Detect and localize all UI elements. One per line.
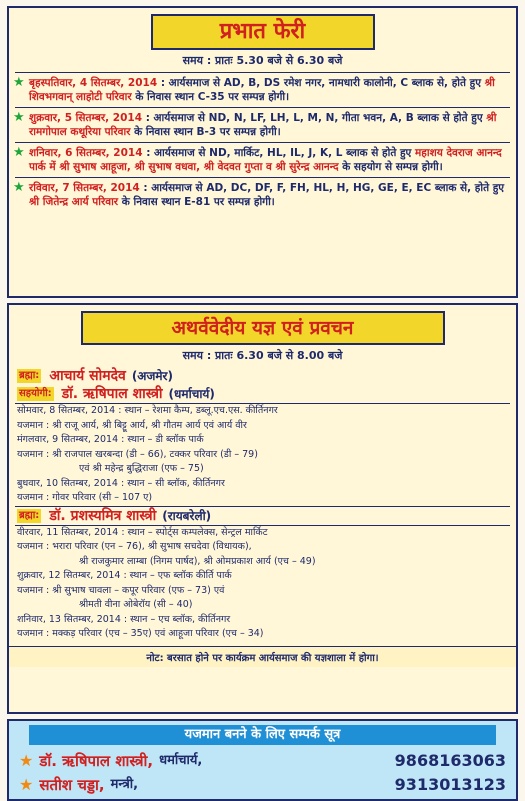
pheri-item-4 bbox=[9, 178, 516, 212]
brahma-place: (अजमेर) bbox=[131, 369, 173, 383]
pheri-item-1 bbox=[9, 73, 516, 107]
schedule-line: यजमान : श्री सुभाष चावला – कपूर परिवार (एफ – 73) एवं bbox=[17, 584, 225, 596]
contact-title: यजमान बनने के लिए सम्पर्क सूत्र bbox=[29, 725, 496, 745]
pheri-end: के निवास स्थान E-81 पर सम्पन्न होगी। bbox=[121, 196, 275, 208]
pheri-end: के निवास स्थान C-35 पर सम्पन्न होगी। bbox=[135, 91, 290, 103]
schedule-line: वीरवार, 11 सितम्बर, 2014 : स्थान – स्पोर्ट्स कम्पलेक्स, सेन्ट्रल मार्किट bbox=[17, 526, 268, 538]
yagya-section bbox=[7, 303, 518, 714]
schedule-line: यजमान : श्री राजू आर्य, श्री बिट्टू आर्य, श्री गौतम आर्य एवं आर्य वीर bbox=[17, 419, 247, 431]
pheri-end: के निवास स्थान B-3 पर सम्पन्न होगी। bbox=[134, 126, 281, 138]
contact-name: सतीश चड्डा, bbox=[39, 776, 105, 794]
pheri-host: महाशय देवराज आनन्द पार्क में श्री सुभाष आहूजा, श्री सुभाष वधवा, श्री वेदवत गुप्ता व श्री सुरेन्द्र आनन्द bbox=[29, 147, 502, 173]
pheri-day: बृहस्पतिवार, 4 सितम्बर, 2014 bbox=[29, 77, 158, 89]
schedule-line: एवं श्री महेन्द्र बुद्धिराजा (एफ – 75) bbox=[79, 463, 204, 474]
sahyogi-label: सहयोगी: bbox=[19, 388, 52, 399]
contact-row-1 bbox=[9, 749, 516, 773]
brahma-row-2 bbox=[9, 507, 516, 525]
sahyogi-row bbox=[9, 385, 516, 403]
brahma-name: डॉ. प्रशस्यमित्र शास्त्री bbox=[49, 507, 157, 524]
schedule-list-1 bbox=[9, 404, 516, 506]
star-icon: ★ bbox=[13, 110, 25, 125]
schedule-line: सोमवार, 8 सितम्बर, 2014 : स्थान – रेशमा कैम्प, डब्लू.एच.एस. कीर्तिनगर bbox=[17, 405, 278, 416]
sahyogi-name: डॉ. ऋषिपाल शास्त्री bbox=[61, 386, 163, 402]
schedule-line: शुक्रवार, 12 सितम्बर, 2014 : स्थान – एफ ब्लॉक कीर्ति पार्क bbox=[17, 570, 232, 581]
prabhat-pheri-section bbox=[7, 6, 518, 298]
contact-name: डॉ. ऋषिपाल शास्त्री, bbox=[39, 752, 154, 770]
contact-phone: 9868163063 bbox=[394, 751, 506, 770]
contact-role: मन्त्री, bbox=[110, 777, 139, 792]
brahma-place: (रायबरेली) bbox=[162, 508, 212, 523]
rain-note: नोट: बरसात होने पर कार्यक्रम आर्यसमाज की यज्ञशाला में होगा। bbox=[9, 646, 516, 667]
pheri-day: रविवार, 7 सितम्बर, 2014 bbox=[29, 182, 140, 194]
star-icon: ★ bbox=[13, 145, 25, 160]
pheri-host: श्री शिवभगवान् लाहोटी परिवार bbox=[29, 77, 495, 103]
prabhat-pheri-title: प्रभात फेरी bbox=[151, 14, 375, 50]
pheri-item-3 bbox=[9, 143, 516, 177]
brahma-label: ब्रह्मा: bbox=[19, 370, 40, 381]
contact-phone: 9313013123 bbox=[394, 775, 506, 794]
contact-role: धर्माचार्य, bbox=[159, 753, 203, 768]
star-icon: ★ bbox=[13, 180, 25, 195]
pheri-route: : आर्यसमाज से ND, मार्किट, HL, IL, J, K, L ब्लाक से होते हुए bbox=[146, 147, 412, 159]
brahma-label: ब्रह्मा: bbox=[19, 509, 40, 521]
star-icon: ★ bbox=[19, 751, 34, 770]
pheri-end: के सहयोग से सम्पन्न होगी। bbox=[342, 161, 443, 173]
contact-section bbox=[7, 719, 518, 801]
yagya-title: अथर्ववेदीय यज्ञ एवं प्रवचन bbox=[81, 311, 445, 345]
sahyogi-role: (धर्माचार्य) bbox=[168, 387, 215, 401]
pheri-day: शनिवार, 6 सितम्बर, 2014 bbox=[29, 147, 143, 159]
pheri-route: : आर्यसमाज से AD, DC, DF, F, FH, HL, H, HG, GE, E, EC ब्लाक से, होते हुए bbox=[143, 182, 505, 194]
brahma-row-1 bbox=[9, 367, 516, 385]
schedule-line: श्री राजकुमार लाम्बा (निगम पार्षद), श्री ओमप्रकाश आर्य (एच – 49) bbox=[79, 555, 316, 567]
yagya-time: समय : प्रातः 6.30 बजे से 8.00 बजे bbox=[182, 349, 343, 362]
schedule-line: यजमान : गोवर परिवार (सी – 107 ए) bbox=[17, 492, 153, 503]
pheri-host: श्री रामगोपाल कथूरिया परिवार bbox=[29, 112, 497, 138]
brahma-name: आचार्य सोमदेव bbox=[49, 368, 126, 384]
pheri-route: : आर्यसमाज से ND, N, LF, LH, L, M, N, गीता भवन, A, B ब्लाक से होते हुए bbox=[145, 112, 483, 124]
schedule-line: यजमान : भरारा परिवार (एन – 76), श्री सुभाष सचदेवा (विधायक), bbox=[17, 541, 252, 552]
pheri-host: श्री जितेन्द्र आर्य परिवार bbox=[29, 196, 119, 208]
pheri-route: : आर्यसमाज से AD, B, DS रमेश नगर, नामधारी कालोनी, C ब्लाक से, होते हुए bbox=[160, 77, 482, 89]
schedule-line: मंगलवार, 9 सितम्बर, 2014 : स्थान – डी ब्लॉक पार्क bbox=[17, 434, 204, 445]
star-icon: ★ bbox=[13, 75, 25, 90]
contact-row-2 bbox=[9, 773, 516, 797]
pheri-item-2 bbox=[9, 108, 516, 142]
schedule-line: यजमान : श्री राजपाल खरबन्दा (डी – 66), टक्कर परिवार (डी – 79) bbox=[17, 448, 258, 460]
schedule-list-2 bbox=[9, 526, 516, 642]
schedule-line: श्रीमती वीना ओबेरॉय (सी – 40) bbox=[79, 599, 193, 610]
pheri-day: शुक्रवार, 5 सितम्बर, 2014 bbox=[29, 112, 143, 124]
schedule-line: बुधवार, 10 सितम्बर, 2014 : स्थान – सी ब्लॉक, कीर्तिनगर bbox=[17, 477, 225, 489]
prabhat-time: समय : प्रातः 5.30 बजे से 6.30 बजे bbox=[182, 54, 343, 67]
schedule-line: यजमान : मक्कड़ परिवार (एच – 35ए) एवं आहूजा परिवार (एच – 34) bbox=[17, 628, 264, 639]
schedule-line: शनिवार, 13 सितम्बर, 2014 : स्थान – एच ब्लॉक, कीर्तिनगर bbox=[17, 613, 231, 625]
star-icon: ★ bbox=[19, 775, 34, 794]
